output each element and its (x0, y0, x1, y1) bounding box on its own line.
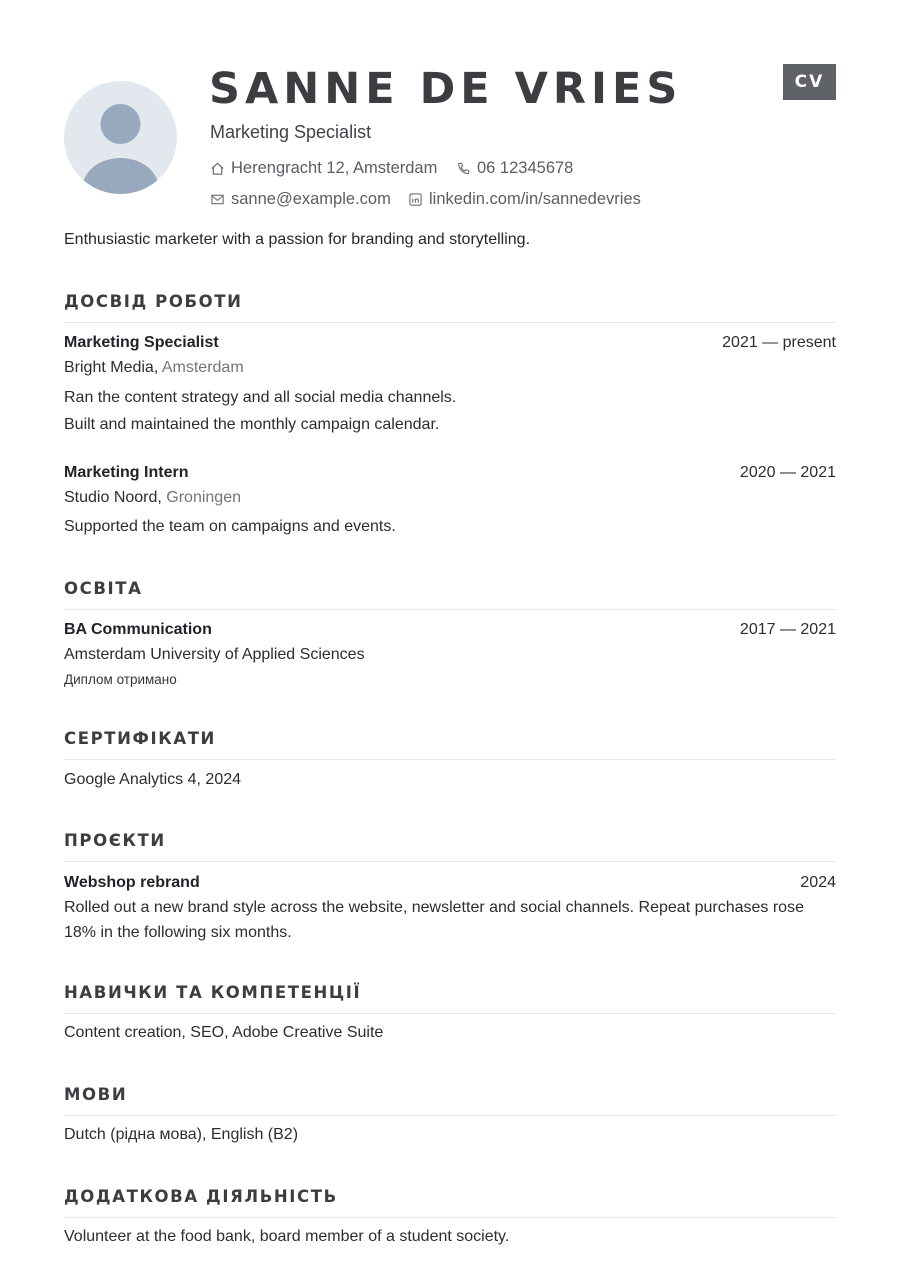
linkedin-icon (408, 192, 423, 207)
job-role: Marketing Intern (64, 464, 189, 481)
job-company-line: Studio Noord, Groningen (64, 489, 241, 506)
section-title-certificates: СЕРТИФІКАТИ (64, 729, 216, 748)
candidate-name: SANNE DE VRIES (209, 64, 683, 114)
job-bullet: Built and maintained the monthly campaign calendar. (64, 416, 440, 433)
job-period: 2021 — present (722, 334, 836, 351)
job-title: Marketing Specialist (210, 122, 372, 142)
certificates-text: Google Analytics 4, 2024 (64, 771, 242, 788)
section-title-activities: ДОДАТКОВА ДІЯЛЬНІСТЬ (64, 1187, 338, 1206)
job-company: Studio Noord (64, 489, 158, 506)
education-period: 2017 — 2021 (739, 621, 836, 638)
section-divider (64, 322, 836, 323)
linkedin-link[interactable]: linkedin.com/in/sannedevries (429, 190, 641, 208)
contact-linkedin[interactable] (408, 190, 641, 209)
phone-icon (456, 161, 471, 176)
project-year: 2024 (800, 874, 836, 891)
education-status: Диплом отримано (64, 672, 177, 687)
cv-badge: CV (783, 64, 836, 100)
section-divider (64, 861, 836, 862)
education-degree: BA Communication (64, 621, 212, 638)
job-bullet: Ran the content strategy and all social media channels. (64, 389, 457, 406)
section-divider (64, 1217, 836, 1218)
section-title-skills: НАВИЧКИ ТА КОМПЕТЕНЦІЇ (64, 983, 362, 1002)
education-school: Amsterdam University of Applied Sciences (64, 646, 365, 663)
contact-address (210, 159, 437, 178)
project-name: Webshop rebrand (64, 874, 200, 891)
home-icon (210, 161, 225, 176)
section-divider (64, 1013, 836, 1014)
section-title-projects: ПРОЄКТИ (64, 831, 166, 850)
job-period: 2020 — 2021 (739, 464, 836, 481)
section-title-languages: МОВИ (64, 1085, 128, 1104)
languages-text: Dutch (рідна мова), English (B2) (64, 1126, 299, 1143)
email-link[interactable]: sanne@example.com (231, 190, 391, 208)
job-company: Bright Media (64, 359, 154, 376)
address-text: Herengracht 12, Amsterdam (231, 159, 438, 177)
section-title-education: ОСВІТА (64, 579, 143, 598)
job-location: Amsterdam (161, 359, 244, 376)
profile-summary: Enthusiastic marketer with a passion for branding and storytelling. (64, 231, 531, 248)
project-description: Rolled out a new brand style across the website, newsletter and social channels. Repeat purchases rose 18% in the following six months. (64, 899, 804, 941)
contact-phone (456, 159, 573, 178)
person-icon (64, 81, 177, 194)
job-role: Marketing Specialist (64, 334, 219, 351)
job-bullet: Supported the team on campaigns and events. (64, 518, 396, 535)
avatar (64, 81, 177, 194)
mail-icon (210, 192, 225, 207)
section-divider (64, 1115, 836, 1116)
skills-text: Content creation, SEO, Adobe Creative Suite (64, 1024, 384, 1041)
section-title-experience: ДОСВІД РОБОТИ (64, 292, 243, 311)
section-divider (64, 759, 836, 760)
job-location: Groningen (166, 489, 241, 506)
job-company-line: Bright Media, Amsterdam (64, 359, 244, 376)
phone-text: 06 12345678 (477, 159, 574, 177)
contact-email[interactable] (210, 190, 391, 209)
section-divider (64, 609, 836, 610)
activities-text: Volunteer at the food bank, board member of a student society. (64, 1228, 510, 1245)
